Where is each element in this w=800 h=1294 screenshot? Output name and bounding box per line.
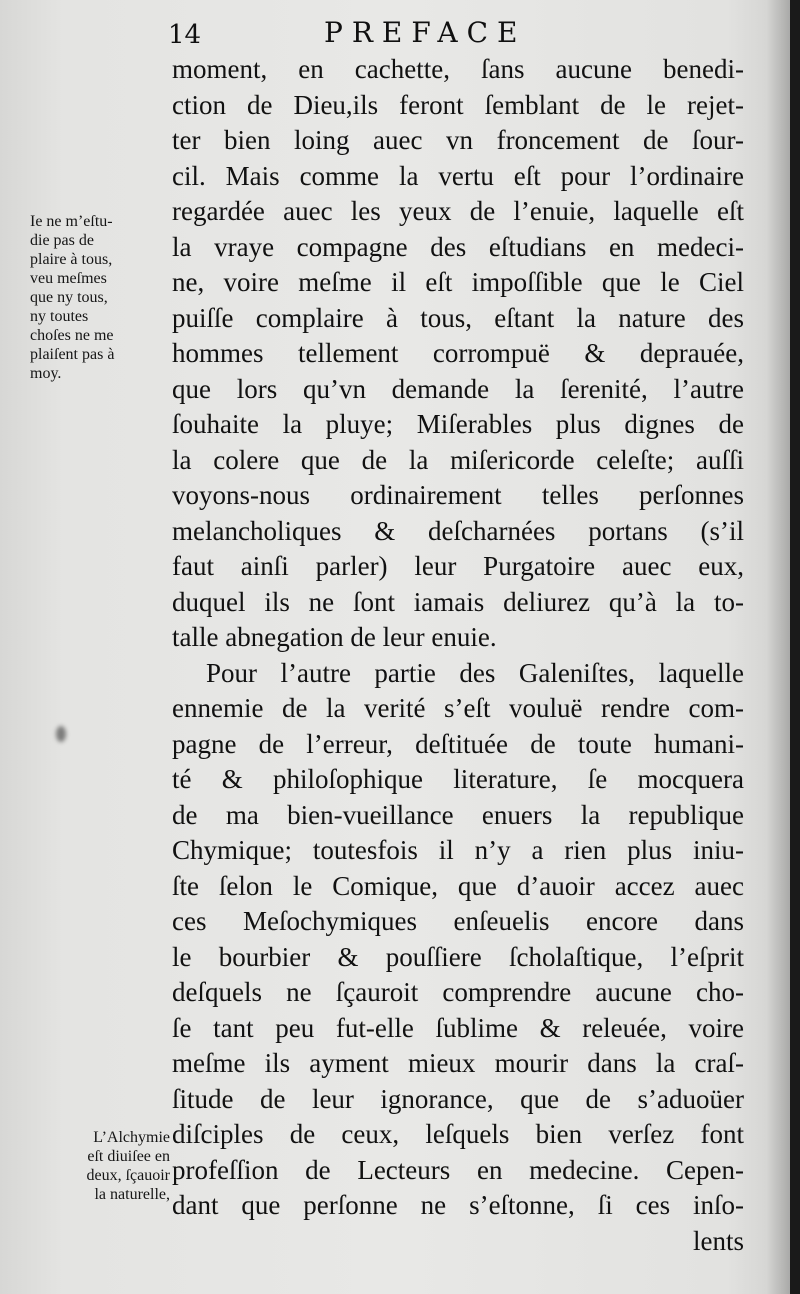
text-line: ſte ſelon le Comique, que d’auoir accez auec bbox=[172, 870, 744, 901]
margin-note-line: veu meſmes bbox=[30, 270, 107, 287]
text-line: cil. Mais comme la vertu eſt pour l’ordinaire bbox=[172, 160, 744, 191]
text-line: diſciples de ceux, leſquels bien verſez font bbox=[172, 1119, 744, 1149]
text-line: voyons-nous ordinairement telles perſonnes bbox=[172, 480, 744, 510]
margin-note-line: die pas de bbox=[30, 232, 94, 249]
text-line: ne, voire meſme il eſt impoſſible que le Ciel bbox=[172, 267, 744, 297]
margin-note-lower bbox=[40, 1128, 170, 1204]
text-line: la vraye compagne des eſtudians en medeci- bbox=[172, 231, 744, 262]
margin-note-line: plaire à tous, bbox=[30, 251, 113, 268]
main-text-block bbox=[172, 52, 744, 1259]
text-line: hommes tellement corrompuë & deprauée, bbox=[172, 338, 744, 368]
text-line: ter bien loing auec vn froncement de ſour- bbox=[172, 125, 744, 155]
text-line: le bourbier & pouſſiere ſcholaſtique, l’eſprit bbox=[172, 941, 744, 972]
text-line: que lors qu’vn demande la ſerenité, l’autre bbox=[172, 373, 744, 404]
margin-note-line: ny toutes bbox=[30, 308, 89, 325]
ink-speck bbox=[56, 726, 66, 742]
text-line: talle abnegation de leur enuie. bbox=[172, 622, 497, 652]
page-header bbox=[168, 14, 748, 54]
text-line: ction de Dieu,ils feront ſemblant de le rejet- bbox=[172, 89, 744, 120]
text-line: meſme ils ayment mieux mourir dans la craſ- bbox=[172, 1048, 744, 1078]
text-line: melancholiques & deſcharnées portans (s’il bbox=[172, 515, 744, 546]
text-line: té & philoſophique literature, ſe mocquera bbox=[172, 764, 744, 794]
text-line: faut ainſi parler) leur Purgatoire auec eux, bbox=[172, 551, 744, 581]
text-line: ces Meſochymiques enſeuelis encore dans bbox=[172, 906, 744, 936]
text-line: deſquels ne ſçauroit comprendre aucune cho- bbox=[172, 977, 744, 1007]
margin-note-line: eſt diuiſee en bbox=[87, 1148, 170, 1165]
text-line: dant que perſonne ne s’eſtonne, ſi ces inſo- bbox=[172, 1190, 744, 1220]
text-line: ennemie de la verité s’eſt vouluë rendre com- bbox=[172, 693, 744, 723]
margin-note-upper bbox=[30, 212, 170, 383]
text-line: moment, en cachette, ſans aucune benedi- bbox=[172, 54, 744, 84]
margin-note-line: deux, ſçauoir bbox=[86, 1167, 170, 1184]
text-line: duquel ils ne ſont iamais deliurez qu’à la to- bbox=[172, 586, 744, 617]
margin-note-line: choſes ne me bbox=[30, 327, 114, 344]
paragraph-start-line: Pour l’autre partie des Galeniſtes, laquelle bbox=[206, 657, 744, 688]
text-line: puiſſe complaire à tous, eſtant la nature des bbox=[172, 302, 744, 333]
text-line: pagne de l’erreur, deſtituée de toute humani- bbox=[172, 728, 744, 759]
text-line: de ma bien-vueillance enuers la republique bbox=[172, 799, 744, 830]
text-line: ſe tant peu fut-elle ſublime & releuée, voire bbox=[172, 1012, 744, 1043]
margin-note-line: L’Alchymie bbox=[93, 1129, 170, 1146]
text-line: la colere que de la miſericorde celeſte; auſſi bbox=[172, 444, 744, 475]
text-line: ſitude de leur ignorance, que de s’aduoüer bbox=[172, 1083, 744, 1114]
text-line: regardée auec les yeux de l’enuie, laquelle eſt bbox=[172, 196, 744, 226]
margin-note-line: que ny tous, bbox=[30, 289, 108, 306]
margin-note-line: Ie ne m’eſtu- bbox=[30, 213, 113, 230]
text-line: profeſſion de Lecteurs en medecine. Cepen- bbox=[172, 1154, 744, 1185]
margin-note-line: moy. bbox=[30, 365, 62, 382]
catchword-line: lents bbox=[693, 1225, 744, 1256]
page-number: 14 bbox=[168, 20, 202, 50]
running-head: PREFACE bbox=[324, 16, 527, 49]
margin-note-line: la naturelle, bbox=[94, 1186, 170, 1203]
text-line: ſouhaite la pluye; Miſerables plus dignes de bbox=[172, 409, 744, 439]
margin-note-line: plaiſent pas à bbox=[30, 346, 115, 363]
text-line: Chymique; toutesfois il n’y a rien plus iniu- bbox=[172, 835, 744, 865]
